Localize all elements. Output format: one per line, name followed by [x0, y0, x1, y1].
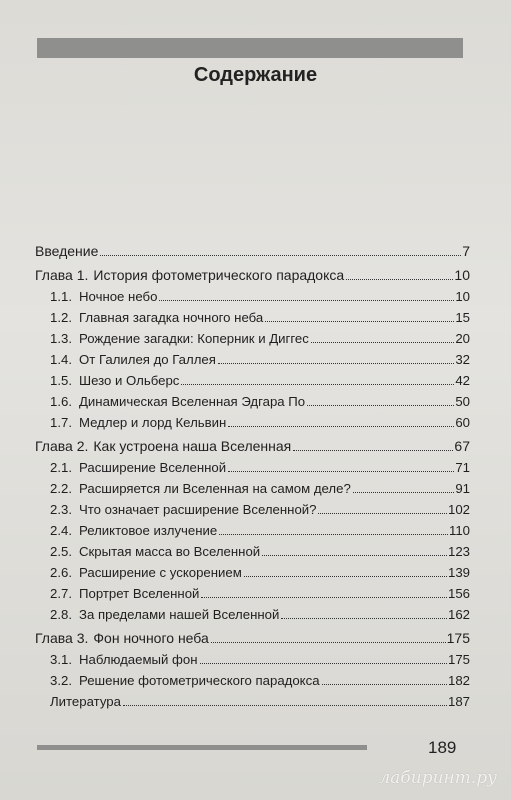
toc-chapter-row — [35, 238, 470, 259]
toc-entry-page: 175 — [446, 630, 470, 646]
dot-leader — [307, 404, 454, 406]
toc-entry-label: Скрытая масса во Вселенной — [79, 544, 261, 559]
toc-entry-page: 91 — [455, 481, 470, 496]
toc-entry-page: 10 — [455, 289, 470, 304]
toc-section-row — [35, 367, 470, 388]
toc-entry-page: 67 — [454, 438, 470, 454]
toc-section-row — [35, 346, 470, 367]
toc-entry-label: Введение — [35, 243, 99, 259]
toc-entry-label: Решение фотометрического парадокса — [79, 673, 320, 688]
toc-section-row — [35, 667, 470, 688]
toc-entry-page: 50 — [455, 394, 470, 409]
toc-entry-page: 110 — [448, 523, 470, 538]
toc-entry-label: Динамическая Вселенная Эдгара По — [79, 394, 306, 409]
toc-section-row — [35, 496, 470, 517]
toc-entry-number: 2.4. — [50, 523, 72, 538]
toc-entry-page: 71 — [455, 460, 470, 475]
toc-section-row — [35, 454, 470, 475]
toc-entry-number: 1.7. — [50, 415, 72, 430]
dot-leader — [228, 425, 454, 427]
toc-entry-page: 42 — [455, 373, 470, 388]
dot-leader — [281, 617, 447, 619]
dot-leader — [293, 449, 453, 451]
toc-entry-page: 175 — [447, 652, 470, 667]
toc-section-row — [35, 538, 470, 559]
toc-entry-number: 3.1. — [50, 652, 72, 667]
dot-leader — [322, 683, 447, 685]
dot-leader — [181, 383, 454, 385]
toc-entry-page: 32 — [455, 352, 470, 367]
toc-chapter-row — [35, 625, 470, 646]
toc-entry-page: 10 — [454, 267, 470, 283]
toc-entry-page: 187 — [447, 694, 470, 709]
toc-section-row — [35, 580, 470, 601]
toc-chapter-row — [35, 262, 470, 283]
toc-section-row — [35, 388, 470, 409]
toc-entry-label: От Галилея до Галлея — [79, 352, 216, 367]
toc-entry-label: Фон ночного неба — [93, 630, 209, 646]
dot-leader — [211, 641, 446, 643]
dot-leader — [219, 533, 448, 535]
toc-entry-number: 1.1. — [50, 289, 72, 304]
footer-rule — [37, 745, 367, 750]
page-number: 189 — [428, 738, 457, 757]
dot-leader — [265, 320, 454, 322]
toc-entry-number: Глава 1. — [35, 267, 89, 283]
dot-leader — [100, 254, 461, 256]
toc-chapter-row — [35, 433, 470, 454]
toc-entry-label: Как устроена наша Вселенная — [93, 438, 292, 454]
toc-section-row — [35, 409, 470, 430]
toc-section-row — [35, 601, 470, 622]
watermark-logo: лабиринт.ру — [379, 768, 497, 788]
toc-entry-label: Наблюдаемый фон — [79, 652, 198, 667]
toc-section-row — [35, 646, 470, 667]
toc-entry-number: 2.6. — [50, 565, 72, 580]
dot-leader — [200, 662, 447, 664]
toc-entry-page: 7 — [462, 243, 470, 259]
toc-entry-label: Медлер и лорд Кельвин — [79, 415, 227, 430]
toc-entry-label: Ночное небо — [79, 289, 158, 304]
toc-entry-number: 2.5. — [50, 544, 72, 559]
toc-entry-number: 1.5. — [50, 373, 72, 388]
header-rule — [37, 38, 463, 58]
toc-section-row — [35, 475, 470, 496]
toc-entry-number: 2.3. — [50, 502, 72, 517]
toc-section-row — [35, 304, 470, 325]
toc-entry-number: 1.6. — [50, 394, 72, 409]
toc-entry-label: История фотометрического парадокса — [93, 267, 345, 283]
toc-entry-page: 15 — [455, 310, 470, 325]
toc-section-row — [35, 283, 470, 304]
dot-leader — [244, 575, 447, 577]
toc-entry-page: 156 — [447, 586, 470, 601]
toc-entry-page: 102 — [447, 502, 470, 517]
toc-entry-label: Расширение Вселенной — [79, 460, 227, 475]
toc-entry-label: Портрет Вселенной — [79, 586, 200, 601]
toc-section-row — [35, 559, 470, 580]
toc-entry-number: 1.3. — [50, 331, 72, 346]
toc-entry-number: 1.4. — [50, 352, 72, 367]
dot-leader — [353, 491, 455, 493]
toc-entry-number: 2.8. — [50, 607, 72, 622]
toc-entry-label: За пределами нашей Вселенной — [79, 607, 280, 622]
page-title: Содержание — [193, 64, 318, 86]
toc-section-row — [35, 517, 470, 538]
table-of-contents — [35, 235, 470, 709]
dot-leader — [218, 362, 454, 364]
toc-entry-label: Реликтовое излучение — [79, 523, 218, 538]
toc-entry-number: 2.1. — [50, 460, 72, 475]
toc-entry-number: 2.7. — [50, 586, 72, 601]
dot-leader — [228, 470, 454, 472]
dot-leader — [346, 278, 453, 280]
toc-entry-number: 2.2. — [50, 481, 72, 496]
toc-entry-label: Шезо и Ольберс — [79, 373, 180, 388]
toc-entry-page: 60 — [455, 415, 470, 430]
dot-leader — [311, 341, 455, 343]
toc-entry-label: Главная загадка ночного неба — [79, 310, 264, 325]
toc-entry-label: Рождение загадки: Коперник и Диггес — [79, 331, 309, 346]
toc-entry-number: 1.2. — [50, 310, 72, 325]
toc-entry-label: Что означает расширение Вселенной? — [79, 502, 317, 517]
toc-entry-label: Расширение с ускорением — [79, 565, 242, 580]
toc-entry-page: 182 — [447, 673, 470, 688]
dot-leader — [262, 554, 447, 556]
toc-entry-number: 3.2. — [50, 673, 72, 688]
dot-leader — [318, 512, 447, 514]
dot-leader — [123, 704, 447, 706]
toc-entry-number: Глава 2. — [35, 438, 89, 454]
toc-entry-number: Глава 3. — [35, 630, 89, 646]
toc-entry-label: Литература — [50, 694, 121, 709]
toc-entry-page: 20 — [455, 331, 470, 346]
toc-entry-page: 139 — [447, 565, 470, 580]
toc-entry-label: Расширяется ли Вселенная на самом деле? — [79, 481, 351, 496]
dot-leader — [201, 596, 447, 598]
toc-section-row — [35, 688, 470, 709]
toc-entry-page: 123 — [447, 544, 470, 559]
toc-entry-page: 162 — [447, 607, 470, 622]
dot-leader — [159, 299, 454, 301]
toc-section-row — [35, 325, 470, 346]
